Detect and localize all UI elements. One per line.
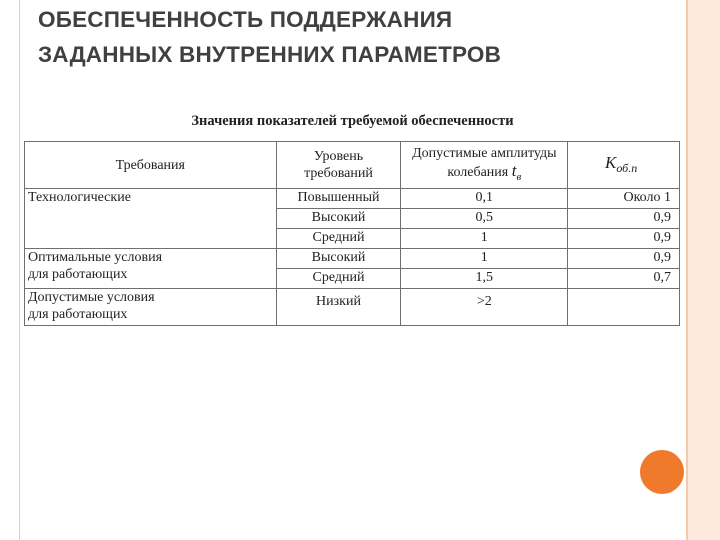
cell-requirement-technological: Технологические [25, 189, 277, 249]
amplitude-symbol: t [511, 160, 517, 180]
cell-amplitude: 1 [401, 229, 568, 249]
slide-title-line-1: ОБЕСПЕЧЕННОСТЬ ПОДДЕРЖАНИЯ [38, 7, 453, 32]
cell-requirement-permissible [25, 289, 277, 326]
cell-level-text: Низкий [316, 294, 361, 309]
cell-level: Высокий [276, 249, 401, 269]
requirement-optimal-line-2: для работающих [28, 267, 128, 282]
header-k [568, 142, 680, 189]
requirement-permissible-line-2: для работающих [28, 307, 128, 322]
requirements-table [24, 141, 680, 326]
cell-level [276, 289, 401, 326]
header-amplitude [401, 142, 568, 189]
accent-circle [640, 450, 684, 494]
cell-level: Высокий [276, 209, 401, 229]
header-amplitude-label: Допустимые амплитуды колебания [412, 145, 557, 180]
cell-k [568, 289, 680, 326]
cell-k: 0,9 [568, 229, 680, 249]
header-requirements: Требования [25, 142, 277, 189]
k-symbol: K [604, 152, 617, 172]
table-caption: Значения показателей требуемой обеспеченности [191, 113, 514, 129]
slide-title [38, 2, 638, 72]
header-level: Уровень требований [276, 142, 401, 189]
cell-k: 0,7 [568, 269, 680, 289]
requirement-permissible-line-1: Допустимые условия [28, 290, 155, 305]
cell-k: 0,9 [568, 209, 680, 229]
cell-k: 0,9 [568, 249, 680, 269]
right-frame-border [686, 0, 720, 540]
cell-level: Средний [276, 229, 401, 249]
cell-amplitude: 1,5 [401, 269, 568, 289]
cell-level: Повышенный [276, 189, 401, 209]
table-row [25, 289, 680, 326]
cell-k: Около 1 [568, 189, 680, 209]
cell-amplitude [401, 289, 568, 326]
slide-title-line-2: ЗАДАННЫХ ВНУТРЕННИХ ПАРАМЕТРОВ [38, 42, 502, 67]
table-row [25, 249, 680, 269]
cell-amplitude-text: >2 [476, 294, 492, 309]
left-frame-border [0, 0, 20, 540]
k-symbol-sub: об.п [616, 160, 638, 175]
table-row [25, 189, 680, 209]
cell-amplitude: 0,5 [401, 209, 568, 229]
amplitude-symbol-sub: в [516, 170, 522, 183]
table-header-row [25, 142, 680, 189]
cell-amplitude: 0,1 [401, 189, 568, 209]
cell-level: Средний [276, 269, 401, 289]
cell-requirement-optimal [25, 249, 277, 289]
cell-amplitude: 1 [401, 249, 568, 269]
requirement-optimal-line-1: Оптимальные условия [28, 250, 163, 265]
